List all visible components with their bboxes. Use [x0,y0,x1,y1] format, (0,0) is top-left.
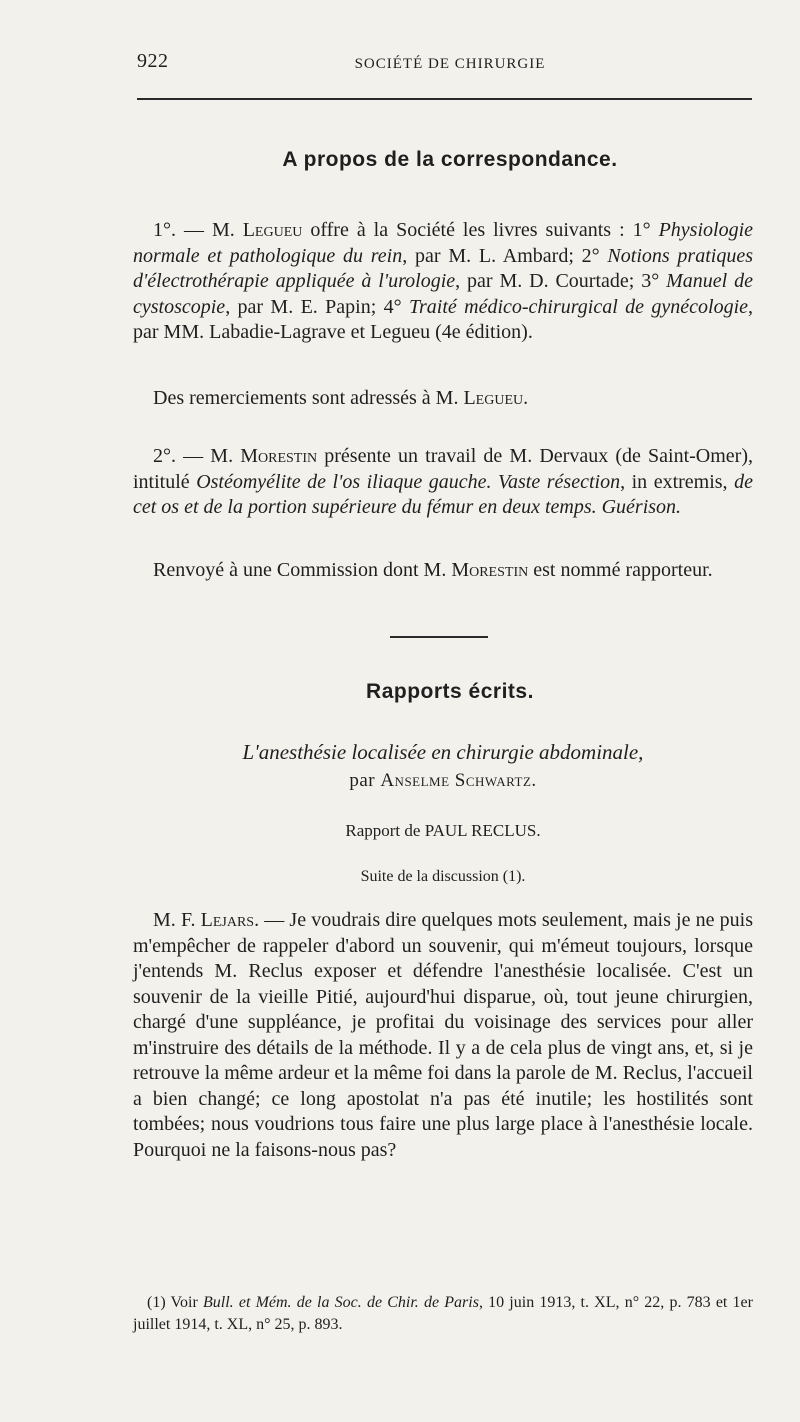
journal-title: Bull. et Mém. de la Soc. de Chir. de Paris [203,1294,479,1311]
book-title: Physiologie normale et pathologique du rein [133,219,754,267]
header-rule [137,98,752,100]
author-name: Anselme Schwartz. [380,770,537,791]
section-title-rapports: Rapports écrits. [366,680,534,703]
work-title: Ostéomyélite de l'os iliaque gauche. Vaste résection [196,470,621,493]
rapport-line: Rapport de PAUL RECLUS. [345,821,541,840]
book-title: Notions pratiques d'électrothérapie appliquée à l'urologie [133,244,753,292]
section-title-correspondance: A propos de la correspondance. [282,148,618,171]
author-name: Morestin [240,445,318,467]
book-title: Manuel de cystoscopie [133,270,753,318]
author-name: Legueu [242,219,303,241]
section-divider [390,636,488,638]
paragraph-lejars: M. F. Lejars. — Je voudrais dire quelques mots seulement, mais je ne puis m'empêcher de rappeler d'abord un souvenir, qui m'émeut toujours, lorsque j'entends M. Reclus exposer et défendre l'anesthésie localisée. C'est un souvenir de la vieille Pitié, aujourd'hui disparue, où, tout jeune chirurgien, chargé d'une suppléance, je profitai du voisinage des services pour aller m'instruire des détails de la méthode. Il y a de cela plus de vingt ans, et, si je retrouve la même ardeur et la même foi dans la parole de M. Reclus, l'accueil a bien changé; ce long apostolat n'a pas été inutile; les hostilités sont tombées; nous voudrions tous faire une plus large place à l'anesthésie locale. Pourquoi ne la faisons-nous pas? [133,909,753,1161]
page-number: 922 [137,50,169,72]
suite-line: Suite de la discussion (1). [360,868,526,885]
paragraph-item-2: 2°. — M. Morestin présente un travail de M. Dervaux (de Saint-Omer), intitulé Ostéomyélite de l'os iliaque gauche. Vaste résection, in extremis, de cet os et de la portion supérieure du fémur en deux temps. Guérison. [133,445,754,518]
paragraph-thanks: Des remerciements sont adressés à M. Legueu. [153,387,529,409]
paragraph-item-1: 1°. — M. Legueu offre à la Société les livres suivants : 1° Physiologie normale et pathologique du rein, par M. L. Ambard; 2° Notions pratiques d'électrothérapie appliquée à l'urologie, par M. D. Courtade; 3° Manuel de cystoscopie, par M. E. Papin; 4° Traité médico-chirurgical de gynécologie, par MM. Labadie-Lagrave et Legueu (4e édition). [133,219,754,343]
work-title: de cet os et de la portion supérieure du fémur en deux temps. Guérison. [133,470,753,518]
paragraph-referral: Renvoyé à une Commission dont M. Morestin est nommé rapporteur. [153,559,713,581]
book-title: Traité médico-chirurgical de gynécologie [408,295,749,318]
article-title: L'anesthésie localisée en chirurgie abdominale, [242,740,644,764]
author-name: Lejars [200,909,255,931]
footnote: (1) Voir Bull. et Mém. de la Soc. de Chir. de Paris, 10 juin 1913, t. XL, n° 22, p. 783 et 1er juillet 1914, t. XL, n° 25, p. 893. [133,1294,753,1333]
article-byline: par Anselme Schwartz. [349,770,537,791]
running-title: SOCIÉTÉ DE CHIRURGIE [354,56,546,72]
